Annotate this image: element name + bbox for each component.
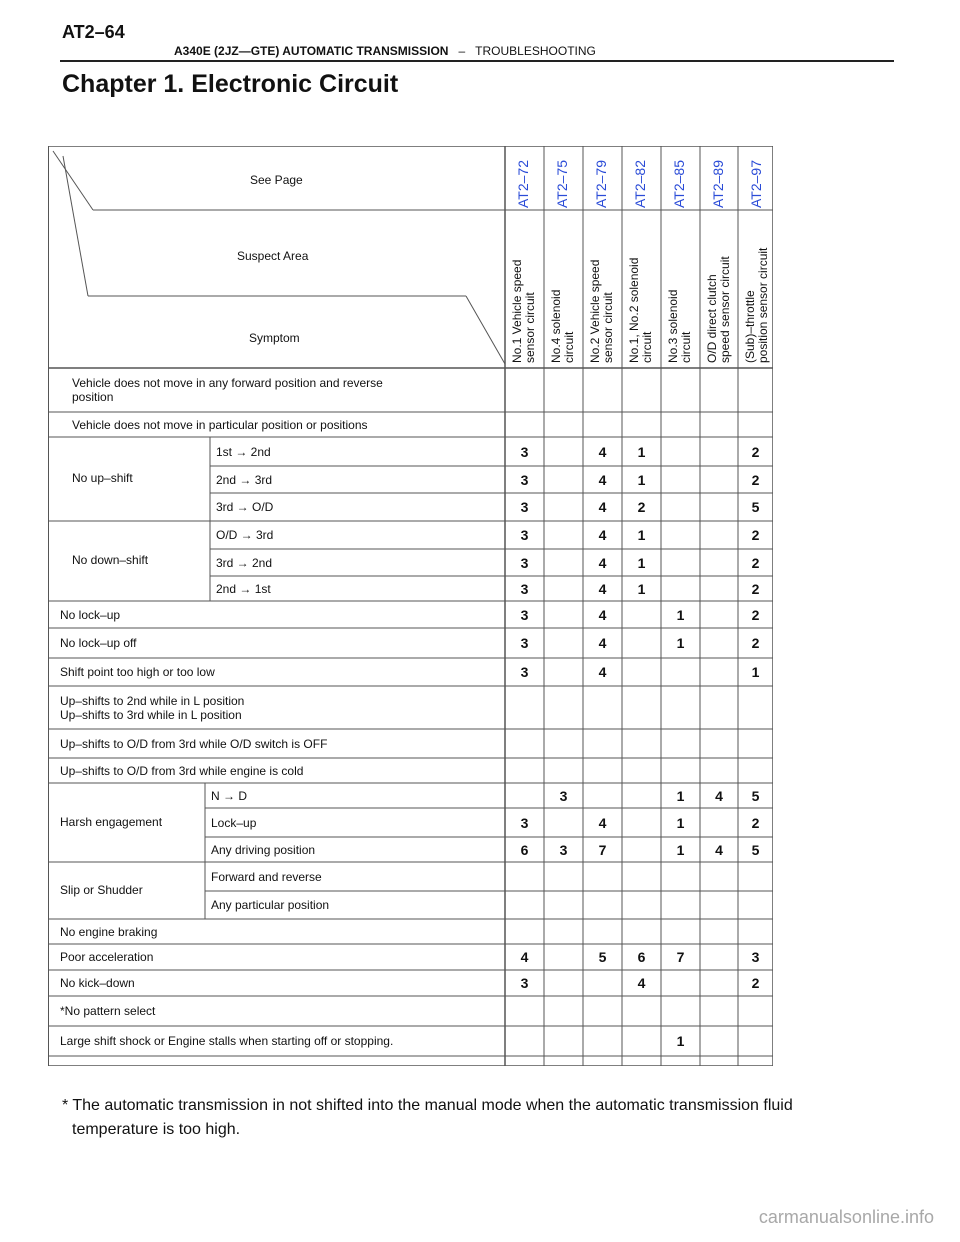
- symptom-cell: Shift point too high or too low: [60, 665, 215, 679]
- header-diagonal: [466, 296, 505, 364]
- header-section: TROUBLESHOOTING: [475, 44, 596, 58]
- priority-mark: 3: [520, 443, 529, 460]
- suspect-area-label: No.3 solenoid circuit: [666, 289, 693, 363]
- suspect-area-label: No.1, No.2 solenoid circuit: [627, 257, 654, 363]
- footnote-line-1: * The automatic transmission in not shifted into the manual mode when the automatic transmission fluid: [62, 1097, 793, 1114]
- priority-mark: 4: [598, 443, 607, 460]
- see-page-reference: AT2–79: [593, 160, 609, 208]
- symptom-cell: No engine braking: [60, 924, 158, 939]
- symptom-cell: Poor acceleration: [60, 950, 154, 964]
- symptom-cell: Up–shifts to 2nd while in L position Up–shifts to 3rd while in L position: [60, 693, 245, 722]
- suspect-area-label: No.4 solenoid circuit: [549, 289, 576, 363]
- watermark: carmanualsonline.info: [758, 1207, 934, 1227]
- see-page-label: See Page: [250, 173, 303, 187]
- priority-mark: 3: [520, 975, 529, 991]
- priority-mark: 4: [715, 787, 723, 804]
- symptom-cell: Any driving position: [211, 842, 316, 857]
- suspect-area-label: Suspect Area: [237, 249, 309, 263]
- priority-mark: 3: [520, 499, 529, 515]
- see-page-reference: AT2–72: [515, 160, 531, 208]
- see-page-reference: AT2–97: [748, 160, 764, 208]
- symptom-cell: Up–shifts to O/D from 3rd while engine is cold: [60, 763, 304, 778]
- symptom-label: Symptom: [249, 331, 300, 345]
- priority-mark: 3: [520, 664, 529, 680]
- symptom-group-label: Harsh engagement: [60, 814, 163, 829]
- priority-mark: 3: [751, 949, 760, 965]
- priority-mark: 2: [637, 499, 646, 515]
- priority-mark: 6: [637, 949, 646, 965]
- symptom-cell: Vehicle does not move in any forward position and reverse position: [72, 376, 383, 404]
- symptom-cell: Forward and reverse: [211, 869, 322, 884]
- priority-mark: 2: [751, 814, 760, 831]
- priority-mark: 5: [598, 949, 607, 965]
- priority-mark: 4: [598, 664, 607, 680]
- header-separator: –: [458, 44, 466, 58]
- header-diagonal: [63, 156, 88, 296]
- priority-mark: 1: [637, 471, 646, 488]
- priority-mark: 1: [676, 635, 685, 651]
- priority-mark: 4: [598, 606, 607, 623]
- symptom-cell: No lock–up: [60, 607, 121, 622]
- priority-mark: 4: [598, 471, 607, 488]
- priority-mark: 1: [637, 580, 646, 597]
- footnote: [62, 1094, 882, 1142]
- see-page-reference: AT2–89: [710, 160, 726, 208]
- footnote-line-2: temperature is too high.: [72, 1121, 241, 1138]
- header-rule: [60, 60, 894, 62]
- see-page-reference: AT2–75: [554, 160, 570, 208]
- symptom-cell: Up–shifts to O/D from 3rd while O/D switch is OFF: [60, 736, 328, 751]
- chapter-title: Chapter 1. Electronic Circuit: [62, 70, 399, 98]
- priority-mark: 2: [751, 527, 760, 543]
- priority-mark: 1: [637, 443, 646, 460]
- priority-mark: 4: [598, 814, 607, 831]
- page-reference: AT2–64: [62, 22, 125, 42]
- symptom-cell: 3rd → 2nd: [216, 555, 273, 570]
- symptom-cell: 2nd → 3rd: [216, 472, 273, 487]
- suspect-area-label: No.1 Vehicle speed sensor circuit: [510, 259, 537, 363]
- priority-mark: 1: [676, 841, 685, 858]
- symptom-cell: Vehicle does not move in particular position or positions: [72, 417, 368, 432]
- symptom-cell: Lock–up: [211, 815, 257, 830]
- priority-mark: 3: [520, 471, 529, 488]
- symptom-cell: N → D: [211, 788, 247, 803]
- priority-mark: 2: [751, 975, 760, 991]
- priority-mark: 4: [598, 580, 607, 597]
- priority-mark: 4: [520, 949, 529, 965]
- header-diagonal: [53, 151, 93, 210]
- priority-mark: 4: [598, 635, 607, 651]
- priority-mark: 3: [520, 814, 529, 831]
- priority-mark: 1: [751, 664, 760, 680]
- priority-mark: 2: [751, 554, 760, 571]
- priority-mark: 4: [715, 841, 723, 858]
- priority-mark: 1: [637, 554, 646, 571]
- header-title: [174, 44, 596, 58]
- see-page-reference: AT2–85: [671, 160, 687, 208]
- priority-mark: 3: [520, 606, 529, 623]
- priority-mark: 3: [559, 787, 568, 804]
- priority-mark: 1: [676, 787, 685, 804]
- priority-mark: 1: [637, 527, 646, 543]
- priority-mark: 4: [598, 554, 607, 571]
- priority-mark: 5: [751, 499, 760, 515]
- priority-mark: 3: [520, 554, 529, 571]
- symptom-cell: 3rd → O/D: [216, 500, 274, 514]
- priority-mark: 2: [751, 471, 760, 488]
- priority-mark: 2: [751, 443, 760, 460]
- symptom-group-label: No up–shift: [72, 471, 133, 485]
- symptom-group-label: No down–shift: [72, 553, 149, 567]
- priority-mark: 4: [637, 975, 646, 991]
- suspect-area-label: O/D direct clutch speed sensor circuit: [705, 256, 732, 363]
- priority-mark: 2: [751, 635, 760, 651]
- priority-mark: 4: [598, 499, 607, 515]
- priority-mark: 3: [559, 841, 568, 858]
- symptom-cell: No kick–down: [60, 976, 135, 990]
- suspect-area-label: No.2 Vehicle speed sensor circuit: [588, 259, 615, 363]
- suspect-area-label: (Sub)–throttle position sensor circuit: [743, 247, 770, 363]
- symptom-cell: 2nd → 1st: [216, 581, 271, 596]
- priority-mark: 3: [520, 580, 529, 597]
- priority-mark: 4: [598, 527, 607, 543]
- see-page-reference: AT2–82: [632, 160, 648, 208]
- priority-mark: 5: [751, 787, 760, 804]
- priority-mark: 7: [676, 949, 685, 965]
- symptom-cell: Large shift shock or Engine stalls when starting off or stopping.: [60, 1034, 394, 1048]
- symptom-cell: O/D → 3rd: [216, 528, 274, 542]
- priority-mark: 7: [598, 841, 607, 858]
- header-transmission-title: A340E (2JZ—GTE) AUTOMATIC TRANSMISSION: [174, 44, 449, 58]
- priority-mark: 5: [751, 841, 760, 858]
- priority-mark: 2: [751, 580, 760, 597]
- symptom-cell: *No pattern select: [60, 1004, 156, 1018]
- priority-mark: 3: [520, 635, 529, 651]
- priority-mark: 1: [676, 814, 685, 831]
- priority-mark: 3: [520, 527, 529, 543]
- priority-mark: 2: [751, 606, 760, 623]
- priority-mark: 1: [676, 1033, 685, 1049]
- priority-mark: 1: [676, 606, 685, 623]
- troubleshooting-table: [48, 146, 773, 1066]
- symptom-cell: Any particular position: [211, 898, 330, 912]
- symptom-group-label: Slip or Shudder: [60, 882, 143, 897]
- symptom-cell: No lock–up off: [60, 636, 137, 650]
- priority-mark: 6: [520, 841, 529, 858]
- symptom-cell: 1st → 2nd: [216, 444, 271, 459]
